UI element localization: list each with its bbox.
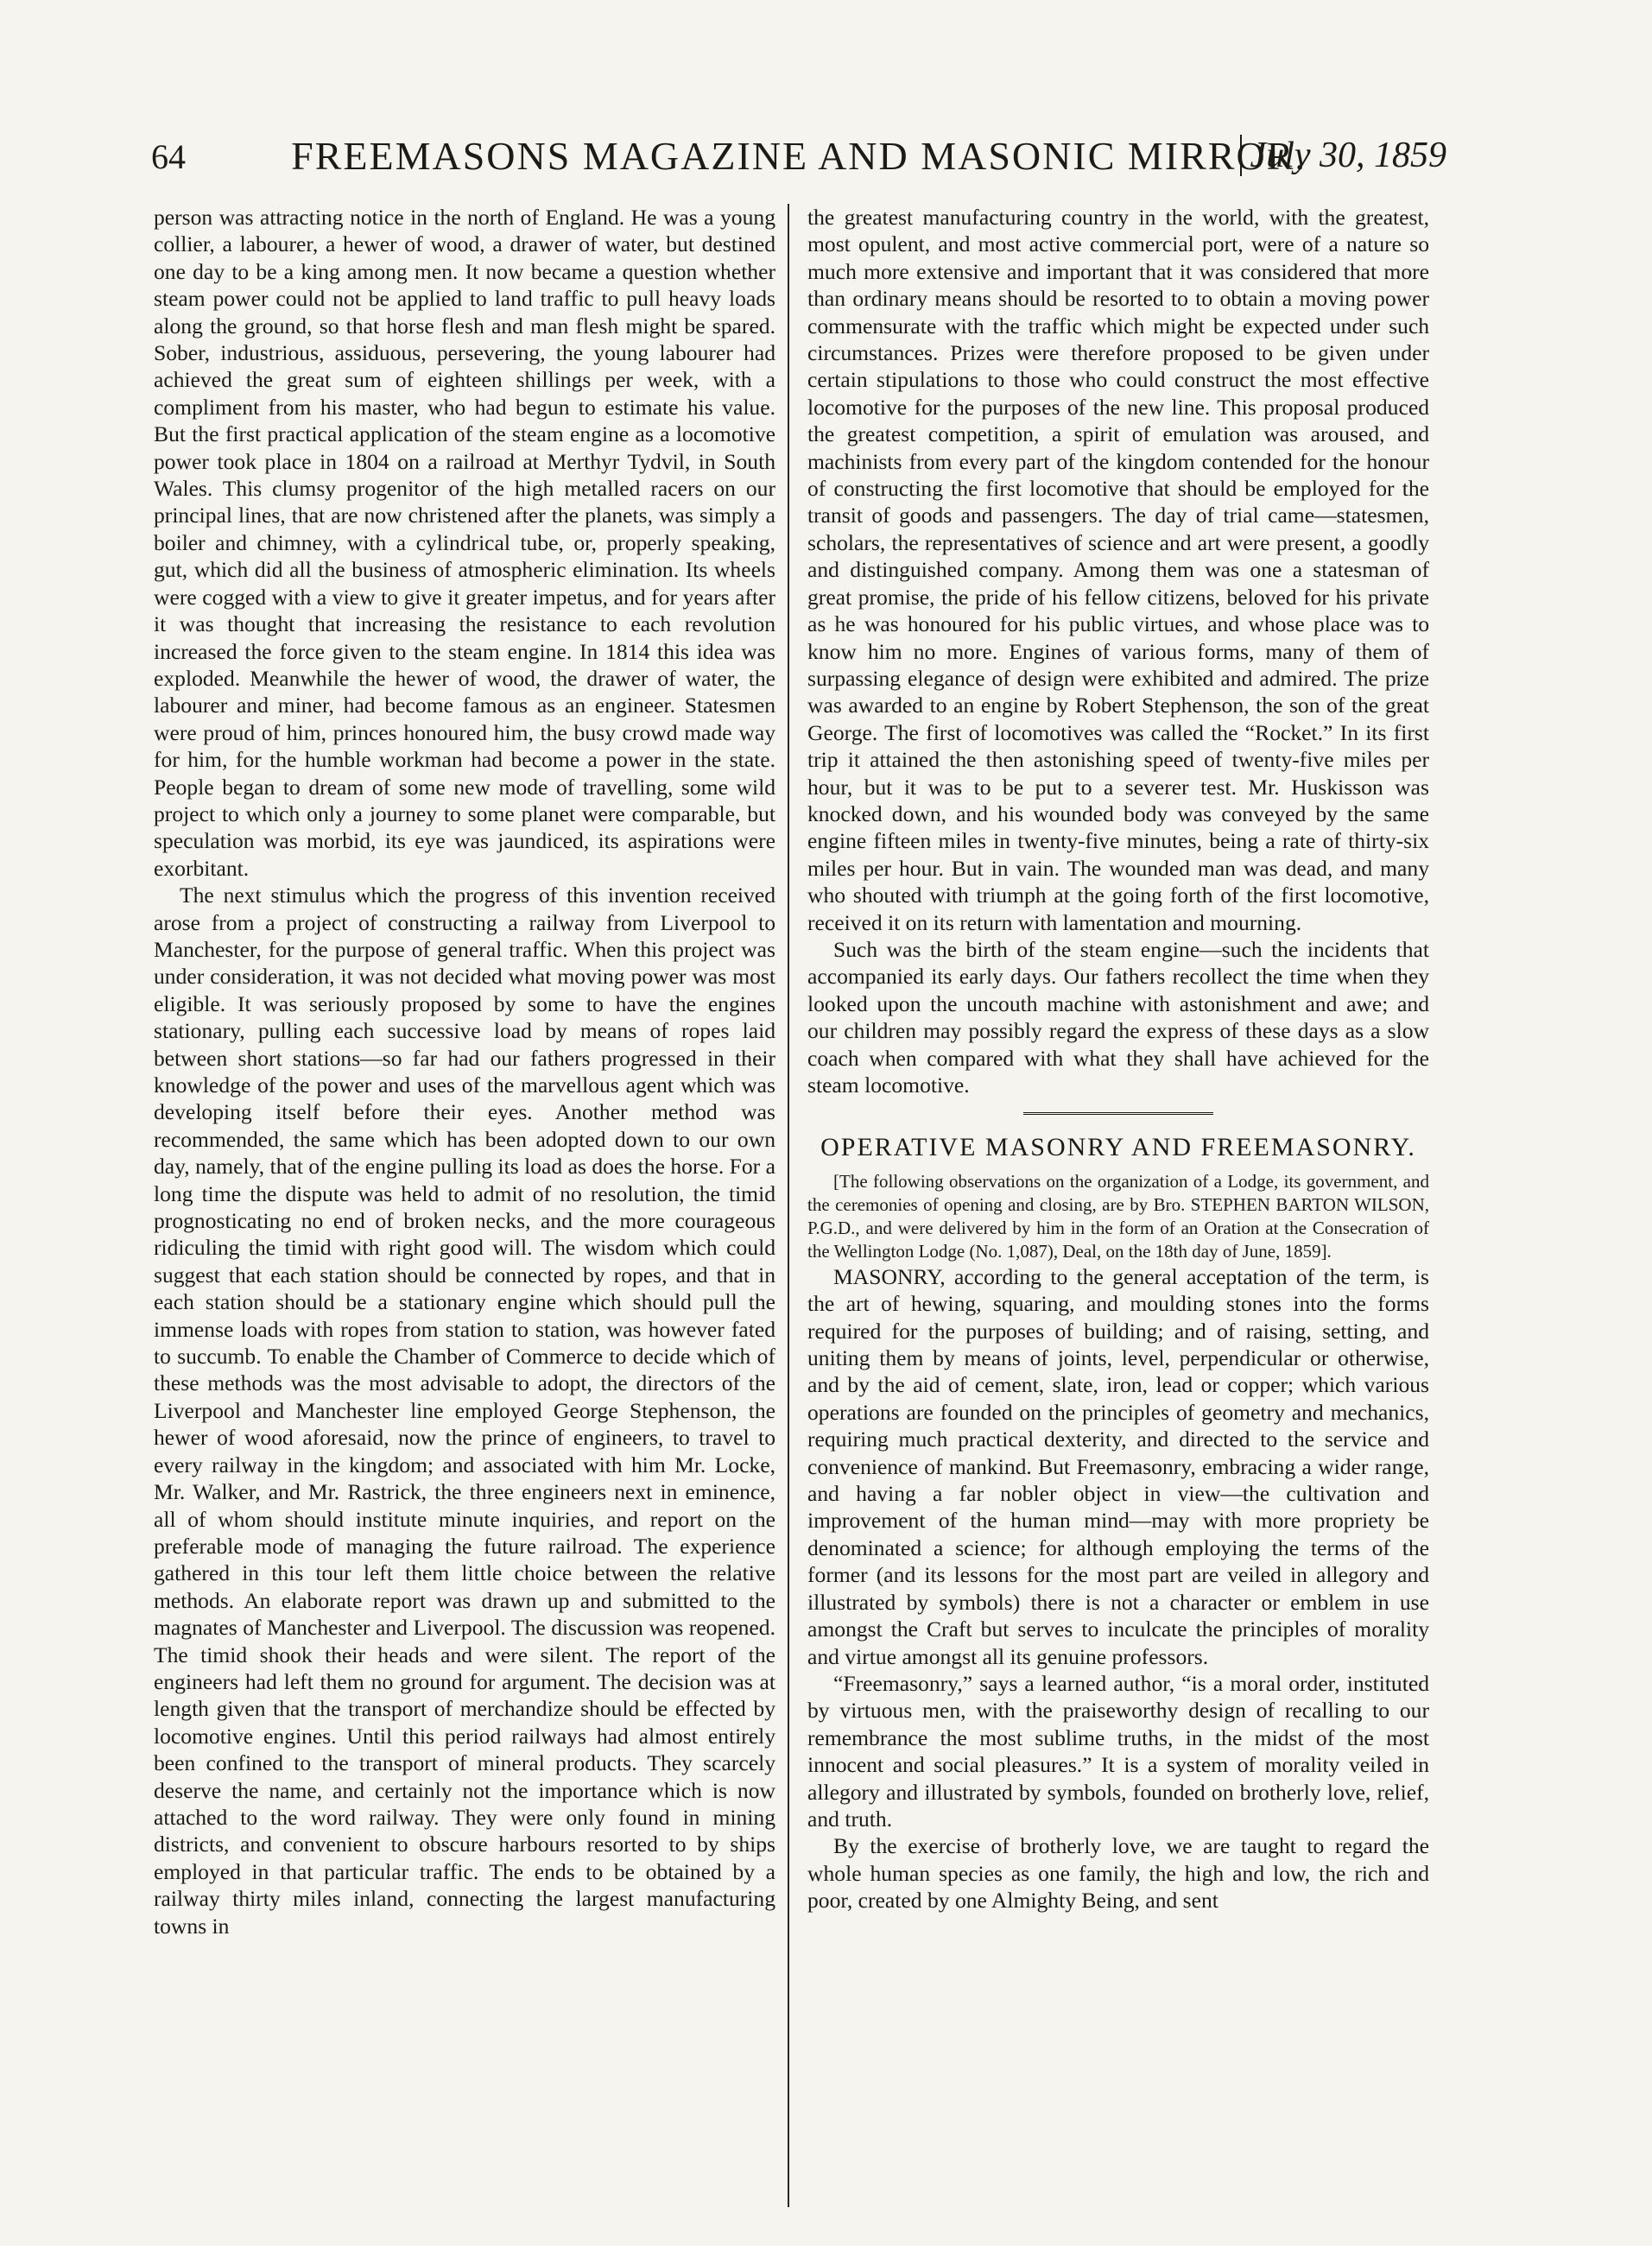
- paragraph: person was attracting notice in the north of England. He was a young collier, a labourer, a hewer of wood, a drawer of water, but destined one day to be a king among men. It now became a question whether steam power could not be applied to land traffic to pull heavy loads along the ground, so that horse flesh and man flesh might be spared. Sober, industrious, assiduous, persevering, the young labourer had achieved the great sum of eighteen shillings per week, with a compliment from his master, who had begun to estimate his value. But the first practical application of the steam engine as a locomotive power took place in 1804 on a railroad at Merthyr Tydvil, in South Wales. This clumsy progenitor of the high metalled racers on our principal lines, that are now christened after the planets, was simply a boiler and chimney, with a cylindrical tube, or, properly speaking, gut, which did all the business of atmospheric elimination. Its wheels were cogged with a view to give it greater impetus, and for years after it was thought that increasing the resistance to each revolution increased the force given to the steam engine. In 1814 this idea was exploded. Meanwhile the hewer of wood, the drawer of water, the labourer and miner, had become famous as an engineer. Statesmen were proud of him, princes honoured him, the busy crowd made way for him, for the humble workman had become a power in the state. People began to dream of some new mode of travelling, some wild project to which only a journey to some planet were comparable, but speculation was morbid, its eye was jaundiced, its aspirations were exorbitant.: [154, 205, 775, 881]
- paragraph: Such was the birth of the steam engine—such the incidents that accompanied its early days. Our fathers recollect the time when they looked upon the uncouth machine with astonishment and awe; and our children may possibly regard the express of these days as a slow coach when compared with what they shall have achieved for the steam locomotive.: [807, 936, 1429, 1098]
- issue-date: July 30, 1859: [1240, 135, 1446, 176]
- page-header: [151, 130, 1446, 181]
- right-column: [807, 204, 1429, 2207]
- article-intro: [The following observations on the organization of a Lodge, its government, and the ceremonies of opening and closing, are by Bro. STEPHEN BARTON WILSON, P.G.D., and were delivered by him in the form of an Oration at the Consecration of the Wellington Lodge (No. 1,087), Deal, on the 18th day of June, 1859].: [807, 1170, 1429, 1262]
- section-divider: [1023, 1112, 1213, 1118]
- column-divider: [788, 204, 789, 2207]
- paragraph: The next stimulus which the progress of this invention received arose from a project of constructing a railway from Liverpool to Manchester, for the purpose of general traffic. When this project was under consideration, it was not decided what moving power was most eligible. It was seriously proposed by some to have the engines stationary, pulling each successive load by means of ropes laid between short stations—so far had our fathers progressed in their knowledge of the power and uses of the marvellous agent which was developing itself before their eyes. Another method was recommended, the same which has been adopted down to our own day, namely, that of the engine pulling its load as does the horse. For a long time the dispute was held to admit of no resolution, the timid prognosticating no end of broken necks, and the more courageous ridiculing the timid with right good will. The wisdom which could suggest that each station should be connected by ropes, and that in each station should be a stationary engine which should pull the immense loads with ropes from station to station, was however fated to succumb. To enable the Chamber of Commerce to decide which of these methods was the most advisable to adopt, the directors of the Liverpool and Manchester line employed George Stephenson, the hewer of wood aforesaid, now the prince of engineers, to travel to every railway in the kingdom; and associated with him Mr. Locke, Mr. Walker, and Mr. Rastrick, the three engineers next in eminence, all of whom should institute minute inquiries, and report on the preferable mode of managing the future railroad. The experience gathered in this tour left them little choice between the relative methods. An elaborate report was drawn up and submitted to the magnates of Manchester and Liverpool. The discussion was reopened. The timid shook their heads and were silent. The report of the engineers had left them no ground for argument. The decision was at length given that the transport of merchandize should be effected by locomotive engines. Until this period railways had almost entirely been confined to the transport of mineral products. They scarcely deserve the name, and certainly not the importance which is now attached to the word railway. They were only found in mining districts, and convenient to obscure harbours resorted to by ships employed in that particular traffic. The ends to be obtained by a railway thirty miles inland, connecting the largest manufacturing towns in: [154, 883, 775, 1939]
- article-title: OPERATIVE MASONRY AND FREEMASONRY.: [820, 1133, 1416, 1162]
- page-number: 64: [151, 137, 186, 176]
- paragraph: “Freemasonry,” says a learned author, “is a moral order, instituted by virtuous men, with the praiseworthy design of recalling to our remembrance the most sublime truths, in the midst of the most innocent and social pleasures.” It is a system of morality veiled in allegory and illustrated by symbols, founded on brotherly love, relief, and truth.: [807, 1670, 1429, 1832]
- left-column: [154, 204, 775, 2207]
- paragraph: the greatest manufacturing country in the world, with the greatest, most opulent, and most active commercial port, were of a nature so much more extensive and important that it was considered that more than ordinary means should be resorted to to obtain a moving power commensurate with the traffic which might be expected under such circumstances. Prizes were therefore proposed to be given under certain stipulations to those who could construct the most effective locomotive for the purposes of the new line. This proposal produced the greatest competition, a spirit of emulation was aroused, and machinists from every part of the kingdom contended for the honour of constructing the first locomotive that should be employed for the transit of goods and passengers. The day of trial came—statesmen, scholars, the representatives of science and art were present, a goodly and distinguished company. Among them was one a statesman of great promise, the pride of his fellow citizens, beloved for his private as he was honoured for his public virtues, and whose place was to know him no more. Engines of various forms, many of them of surpassing elegance of design were exhibited and admired. The prize was awarded to an engine by Robert Stephenson, the son of the great George. The first of locomotives was called the “Rocket.” In its first trip it attained the then astonishing speed of twenty-five miles per hour, but it was to be put to a severer test. Mr. Huskisson was knocked down, and his wounded body was conveyed by the same engine fifteen miles in twenty-five minutes, being a rate of thirty-six miles per hour. But in vain. The wounded man was dead, and many who shouted with triumph at the going forth of the first locomotive, received it on its return with lamentation and mourning.: [807, 205, 1429, 935]
- magazine-title: FREEMASONS MAGAZINE AND MASONIC MIRROR.: [291, 134, 1307, 178]
- paragraph: MASONRY, according to the general acceptation of the term, is the art of hewing, squaring, and moulding stones into the forms required for the purposes of building; and of raising, setting, and uniting them by means of joints, level, perpendicular or otherwise, and by the aid of cement, slate, iron, lead or copper; which various operations are founded on the principles of geometry and mechanics, requiring much practical dexterity, and directed to the service and convenience of mankind. But Freemasonry, embracing a wider range, and having a far nobler object in view—the cultivation and improvement of the human mind—may with more propriety be denominated a science; for although employing the terms of the former (and its lessons for the most part are veiled in allegory and illustrated by symbols) there is not a character or emblem in use amongst the Craft but serves to inculcate the principles of morality and virtue amongst all its genuine professors.: [807, 1263, 1429, 1669]
- paragraph: By the exercise of brotherly love, we are taught to regard the whole human species as one family, the high and low, the rich and poor, created by one Almighty Being, and sent: [807, 1833, 1429, 1914]
